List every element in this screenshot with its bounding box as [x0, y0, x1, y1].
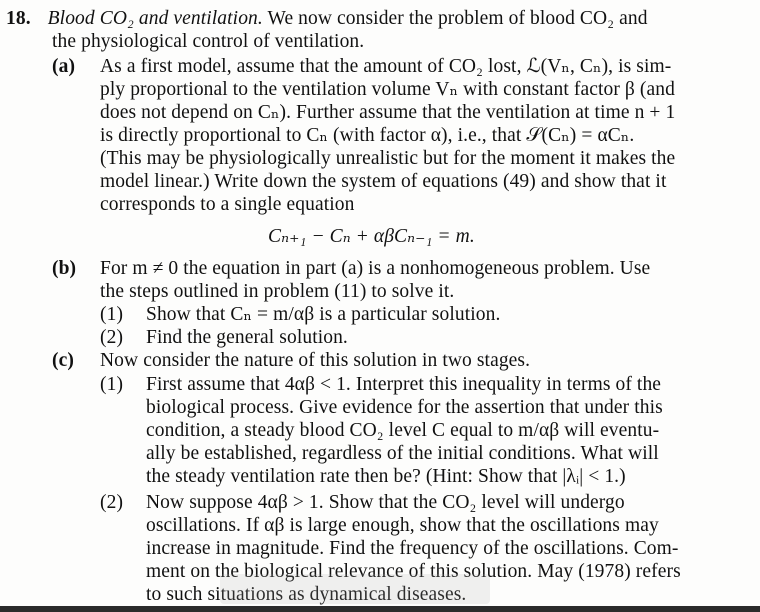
part-c-item2-label: (2): [100, 492, 124, 513]
part-a-line: is directly proportional to Cₙ (with factor α), i.e., that 𝒮(Cₙ) = αCₙ.: [100, 125, 635, 146]
problem-header: [6, 8, 648, 30]
problem-intro-line2: the physiological control of ventilation.: [52, 31, 365, 52]
part-b-label: (b): [52, 258, 77, 279]
part-c-item2-line: oscillations. If αβ is large enough, show that the oscillations may: [146, 515, 659, 536]
bottom-edge-bar: [0, 606, 760, 612]
part-a-line: ply proportional to the ventilation volume Vₙ with constant factor β (and: [100, 79, 675, 100]
part-c-item2-line: ment on the biological relevance of this solution. May (1978) refers: [146, 561, 681, 582]
part-a-line: (This may be physiologically unrealistic but for the moment it makes the: [100, 148, 676, 169]
part-a-line: corresponds to a single equation: [100, 194, 355, 215]
scan-watermark: [220, 574, 490, 604]
part-c-item1-label: (1): [100, 374, 124, 395]
part-b-line: the steps outlined in problem (11) to solve it.: [100, 281, 455, 302]
part-c-label: (c): [52, 350, 74, 371]
part-a-line: does not depend on Cₙ). Further assume that the ventilation at time n + 1: [100, 102, 676, 123]
part-c-item2-line: Now suppose 4αβ > 1. Show that the CO₂ level will undergo: [146, 492, 625, 513]
part-b-item-text: Find the general solution.: [146, 327, 348, 348]
part-c-item1-line: biological process. Give evidence for the assertion that under this: [146, 397, 663, 418]
part-c-item2-line: increase in magnitude. Find the frequency of the oscillations. Com-: [146, 538, 679, 559]
part-c-item1-line: condition, a steady blood CO₂ level C equal to m/αβ will eventu-: [146, 420, 660, 441]
part-b-item-label: (2): [100, 327, 124, 348]
part-a-equation: Cₙ₊₁ − Cₙ + αβCₙ₋₁ = m.: [268, 226, 475, 247]
part-a-line: model linear.) Write down the system of equations (49) and show that it: [100, 171, 667, 192]
part-c-item2-line: to such situations as dynamical diseases.: [146, 584, 467, 605]
part-b-line: For m ≠ 0 the equation in part (a) is a nonhomogeneous problem. Use: [100, 258, 651, 279]
part-a-line: As a first model, assume that the amount of CO₂ lost, ℒ(Vₙ, Cₙ), is sim-: [100, 56, 672, 77]
part-c-item1-line: First assume that 4αβ < 1. Interpret this inequality in terms of the: [146, 374, 662, 395]
problem-title: Blood CO₂ and ventilation.: [47, 8, 263, 29]
part-b-item-text: Show that Cₙ = m/αβ is a particular solution.: [146, 304, 501, 325]
part-c-item1-line: the steady ventilation rate then be? (Hint: Show that |λᵢ| < 1.): [146, 466, 626, 487]
part-c-intro: Now consider the nature of this solution in two stages.: [100, 350, 531, 371]
part-a-label: (a): [52, 56, 76, 77]
problem-intro: We now consider the problem of blood CO₂ and: [262, 8, 648, 29]
part-b-item-label: (1): [100, 304, 124, 325]
problem-number: 18.: [6, 8, 31, 29]
part-c-item1-line: ally be established, regardless of the initial conditions. What will: [146, 443, 659, 464]
